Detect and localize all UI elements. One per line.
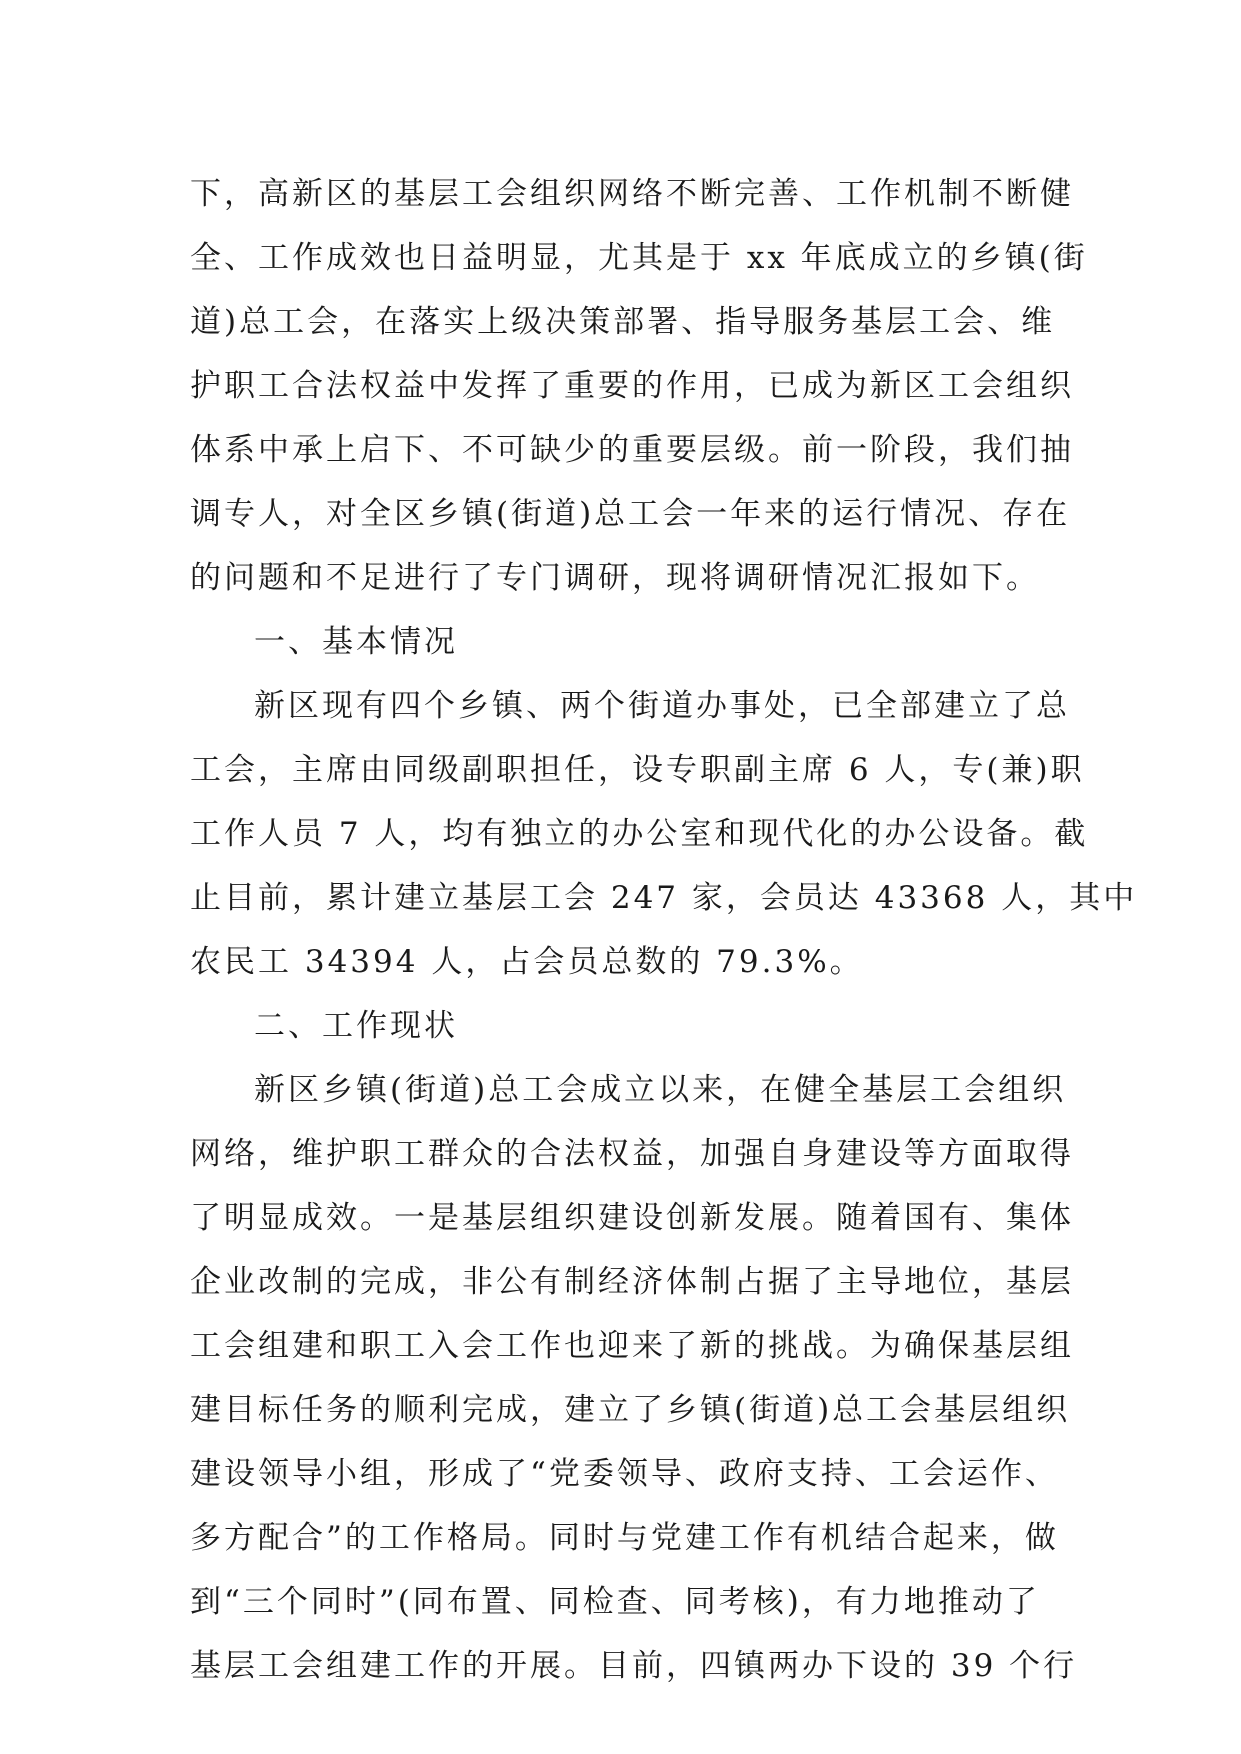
text-line: 基层工会组建工作的开展。目前，四镇两办下设的 39 个行 bbox=[190, 1648, 1078, 1684]
text-line: 工会，主席由同级副职担任，设专职副主席 6 人，专(兼)职 bbox=[190, 752, 1085, 788]
text-line: 新区现有四个乡镇、两个街道办事处，已全部建立了总 bbox=[254, 688, 1070, 724]
text-line: 的问题和不足进行了专门调研，现将调研情况汇报如下。 bbox=[190, 560, 1040, 596]
text-line: 建设领导小组，形成了“党委领导、政府支持、工会运作、 bbox=[190, 1456, 1059, 1492]
text-line: 工作人员 7 人，均有独立的办公室和现代化的办公设备。截 bbox=[190, 816, 1089, 852]
section-heading-work-status: 二、工作现状 bbox=[254, 1008, 458, 1044]
text-line: 企业改制的完成，非公有制经济体制占据了主导地位，基层 bbox=[190, 1264, 1074, 1300]
text-line: 多方配合”的工作格局。同时与党建工作有机结合起来，做 bbox=[190, 1520, 1059, 1556]
text-line: 工会组建和职工入会工作也迎来了新的挑战。为确保基层组 bbox=[190, 1328, 1074, 1364]
text-line: 调专人，对全区乡镇(街道)总工会一年来的运行情况、存在 bbox=[190, 496, 1071, 532]
text-line: 护职工合法权益中发挥了重要的作用，已成为新区工会组织 bbox=[190, 368, 1074, 404]
text-line: 建目标任务的顺利完成，建立了乡镇(街道)总工会基层组织 bbox=[190, 1392, 1071, 1428]
text-line: 了明显成效。一是基层组织建设创新发展。随着国有、集体 bbox=[190, 1200, 1074, 1236]
text-line: 农民工 34394 人，占会员总数的 79.3%。 bbox=[190, 944, 864, 980]
text-line: 全、工作成效也日益明显，尤其是于 xx 年底成立的乡镇(街 bbox=[190, 240, 1088, 276]
text-line: 到“三个同时”(同布置、同检查、同考核)，有力地推动了 bbox=[190, 1584, 1040, 1620]
text-line: 体系中承上启下、不可缺少的重要层级。前一阶段，我们抽 bbox=[190, 432, 1074, 468]
text-line: 新区乡镇(街道)总工会成立以来，在健全基层工会组织 bbox=[254, 1072, 1067, 1108]
text-line: 下，高新区的基层工会组织网络不断完善、工作机制不断健 bbox=[190, 176, 1074, 212]
text-line: 道)总工会，在落实上级决策部署、指导服务基层工会、维 bbox=[190, 304, 1056, 340]
text-line: 网络，维护职工群众的合法权益，加强自身建设等方面取得 bbox=[190, 1136, 1074, 1172]
section-heading-basic-situation: 一、基本情况 bbox=[254, 624, 458, 660]
text-line: 止目前，累计建立基层工会 247 家，会员达 43368 人，其中 bbox=[190, 880, 1138, 916]
document-body bbox=[190, 162, 1138, 1698]
